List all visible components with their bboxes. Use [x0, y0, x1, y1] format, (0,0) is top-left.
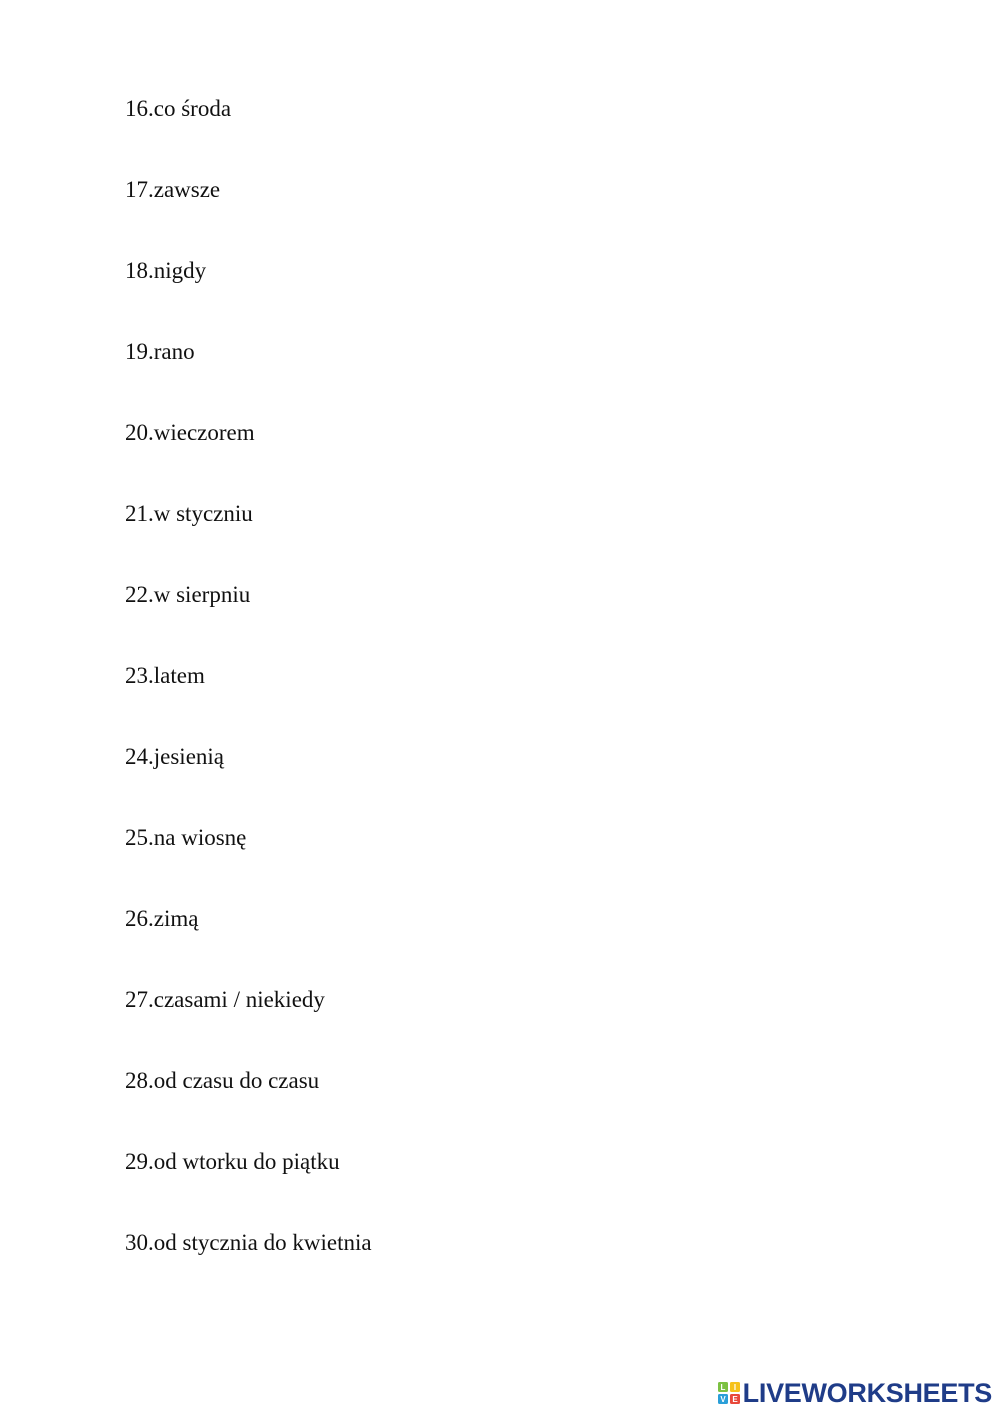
liveworksheets-logo-icon [718, 1382, 740, 1404]
item-number: 29. [125, 1149, 154, 1174]
list-item-22 [125, 578, 372, 659]
item-text: zimą [153, 906, 199, 931]
svg-text:I: I [733, 1383, 736, 1393]
list-item-20 [125, 416, 372, 497]
list-item-26 [125, 902, 372, 983]
item-number: 25. [125, 825, 154, 850]
item-text: wieczorem [153, 420, 255, 445]
item-text: czasami / niekiedy [153, 987, 325, 1012]
item-number: 30. [125, 1230, 154, 1255]
item-text: w sierpniu [153, 582, 251, 607]
item-number: 17. [125, 177, 154, 202]
item-number: 21. [125, 501, 154, 526]
exercise-list [125, 92, 372, 1307]
list-item-27 [125, 983, 372, 1064]
list-item-21 [125, 497, 372, 578]
item-number: 16. [125, 96, 154, 121]
item-number: 18. [125, 258, 154, 283]
item-number: 28. [125, 1068, 154, 1093]
list-item-28 [125, 1064, 372, 1145]
list-item-18 [125, 254, 372, 335]
logo-text: LIVEWORKSHEETS [742, 1377, 992, 1408]
item-text: co środa [153, 96, 232, 121]
liveworksheets-logo [718, 1379, 992, 1407]
svg-text:L: L [720, 1383, 726, 1393]
list-item-25 [125, 821, 372, 902]
item-text: na wiosnę [153, 825, 247, 850]
item-number: 23. [125, 663, 154, 688]
item-text: jesienią [153, 744, 224, 769]
item-text: w styczniu [153, 501, 253, 526]
list-item-30 [125, 1226, 372, 1307]
item-number: 26. [125, 906, 154, 931]
item-text: rano [153, 339, 195, 364]
list-item-19 [125, 335, 372, 416]
item-text: zawsze [153, 177, 221, 202]
item-number: 19. [125, 339, 154, 364]
svg-text:V: V [720, 1395, 726, 1404]
item-text: od stycznia do kwietnia [153, 1230, 372, 1255]
list-item-24 [125, 740, 372, 821]
item-text: od czasu do czasu [153, 1068, 320, 1093]
list-item-17 [125, 173, 372, 254]
item-number: 24. [125, 744, 154, 769]
item-number: 20. [125, 420, 154, 445]
svg-text:E: E [732, 1395, 738, 1404]
item-text: latem [153, 663, 205, 688]
item-text: od wtorku do piątku [153, 1149, 340, 1174]
list-item-16 [125, 92, 372, 173]
item-number: 22. [125, 582, 154, 607]
item-number: 27. [125, 987, 154, 1012]
list-item-29 [125, 1145, 372, 1226]
item-text: nigdy [153, 258, 207, 283]
list-item-23 [125, 659, 372, 740]
